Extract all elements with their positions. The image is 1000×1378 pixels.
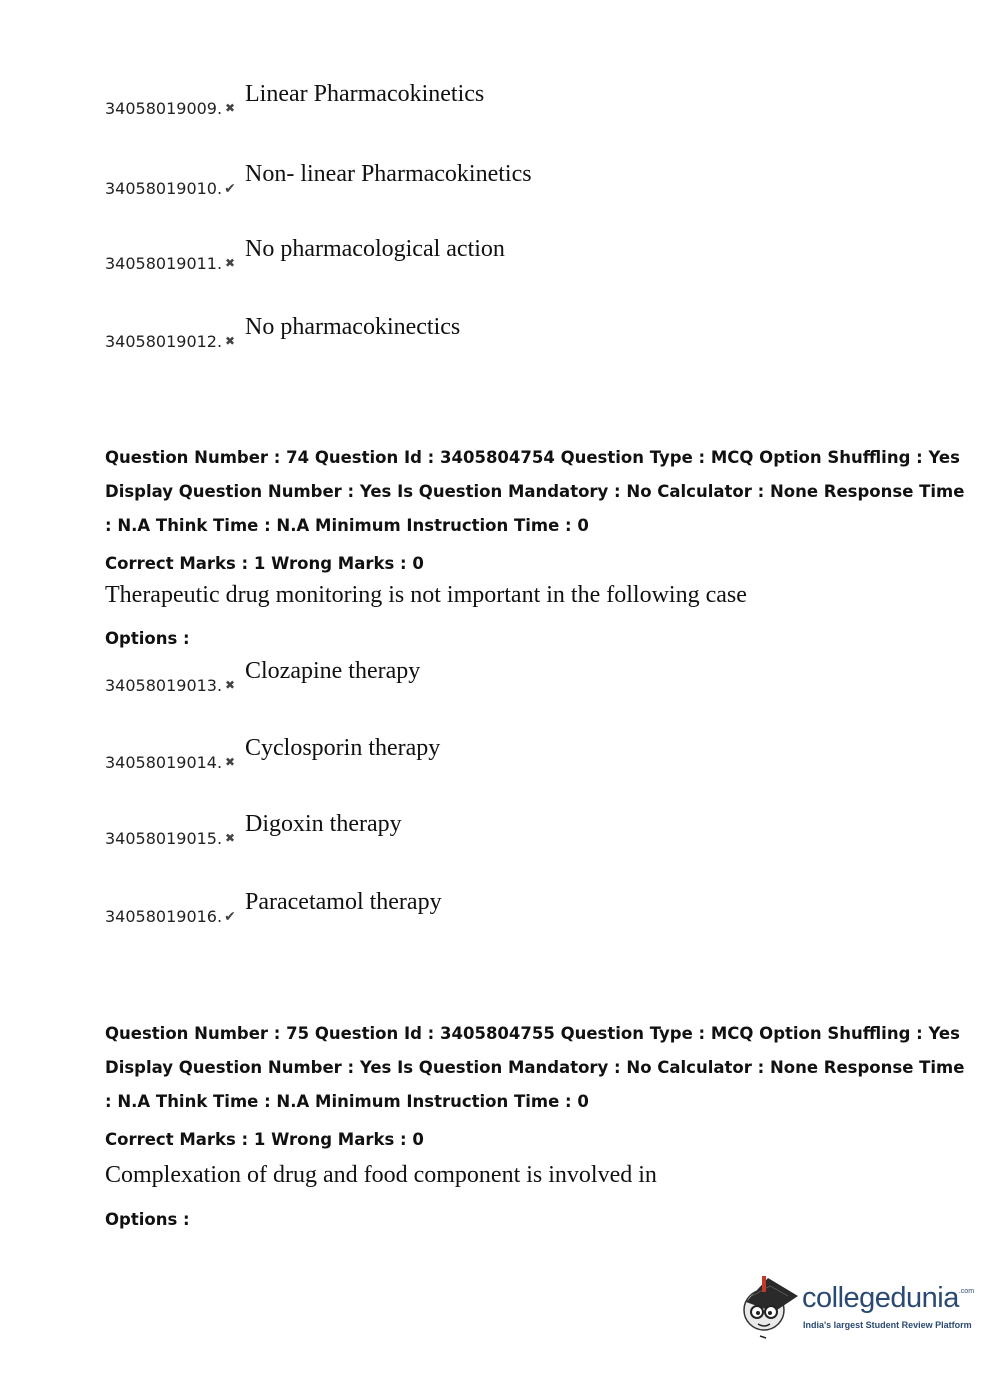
option-text: Digoxin therapy — [245, 811, 402, 837]
option-id: 34058019011. — [105, 254, 223, 273]
question-meta — [105, 441, 965, 543]
question-text: Therapeutic drug monitoring is not important in the following case — [105, 582, 747, 608]
collegedunia-logo — [740, 1272, 975, 1342]
option-text: No pharmacological action — [245, 236, 505, 262]
option-id: 34058019015. — [105, 829, 223, 848]
check-icon: ✔ — [224, 181, 236, 197]
logo-brand — [802, 1282, 974, 1315]
logo-com: .com — [958, 1288, 975, 1295]
option-text: Non- linear Pharmacokinetics — [245, 161, 532, 187]
meta-line: Display Question Number : Yes Is Question Mandatory : No Calculator : None Response Time — [105, 482, 965, 501]
cross-icon: ✖ — [224, 831, 236, 845]
meta-line: : N.A Think Time : N.A Minimum Instruction Time : 0 — [105, 1092, 589, 1111]
option-id: 34058019016. — [105, 907, 223, 926]
option-text: Linear Pharmacokinetics — [245, 81, 485, 107]
option-text: Paracetamol therapy — [245, 889, 442, 915]
logo-tagline: India's largest Student Review Platform — [803, 1320, 972, 1330]
marks-info: Correct Marks : 1 Wrong Marks : 0 — [105, 554, 424, 573]
meta-line: : N.A Think Time : N.A Minimum Instruction Time : 0 — [105, 516, 589, 535]
question-text: Complexation of drug and food component is involved in — [105, 1162, 657, 1188]
option-text: No pharmacokinectics — [245, 314, 461, 340]
meta-line: Display Question Number : Yes Is Question Mandatory : No Calculator : None Response Time — [105, 1058, 965, 1077]
option-id: 34058019012. — [105, 332, 223, 351]
option-text: Cyclosporin therapy — [245, 735, 441, 761]
cross-icon: ✖ — [224, 101, 236, 115]
option-text: Clozapine therapy — [245, 658, 421, 684]
option-id: 34058019010. — [105, 179, 223, 198]
check-icon: ✔ — [224, 909, 236, 925]
option-id: 34058019014. — [105, 753, 223, 772]
options-label: Options : — [105, 1210, 190, 1229]
mascot-icon — [740, 1272, 800, 1342]
marks-info: Correct Marks : 1 Wrong Marks : 0 — [105, 1130, 424, 1149]
cross-icon: ✖ — [224, 334, 236, 348]
meta-line: Question Number : 75 Question Id : 3405804755 Question Type : MCQ Option Shuffling : Yes — [105, 1024, 960, 1043]
option-id: 34058019013. — [105, 676, 223, 695]
options-label: Options : — [105, 629, 190, 648]
question-meta — [105, 1017, 965, 1119]
cross-icon: ✖ — [224, 755, 236, 769]
cross-icon: ✖ — [224, 678, 236, 692]
logo-brand-text: collegedunia — [802, 1282, 959, 1314]
meta-line: Question Number : 74 Question Id : 3405804754 Question Type : MCQ Option Shuffling : Yes — [105, 448, 960, 467]
option-id: 34058019009. — [105, 99, 223, 118]
cross-icon: ✖ — [224, 256, 236, 270]
